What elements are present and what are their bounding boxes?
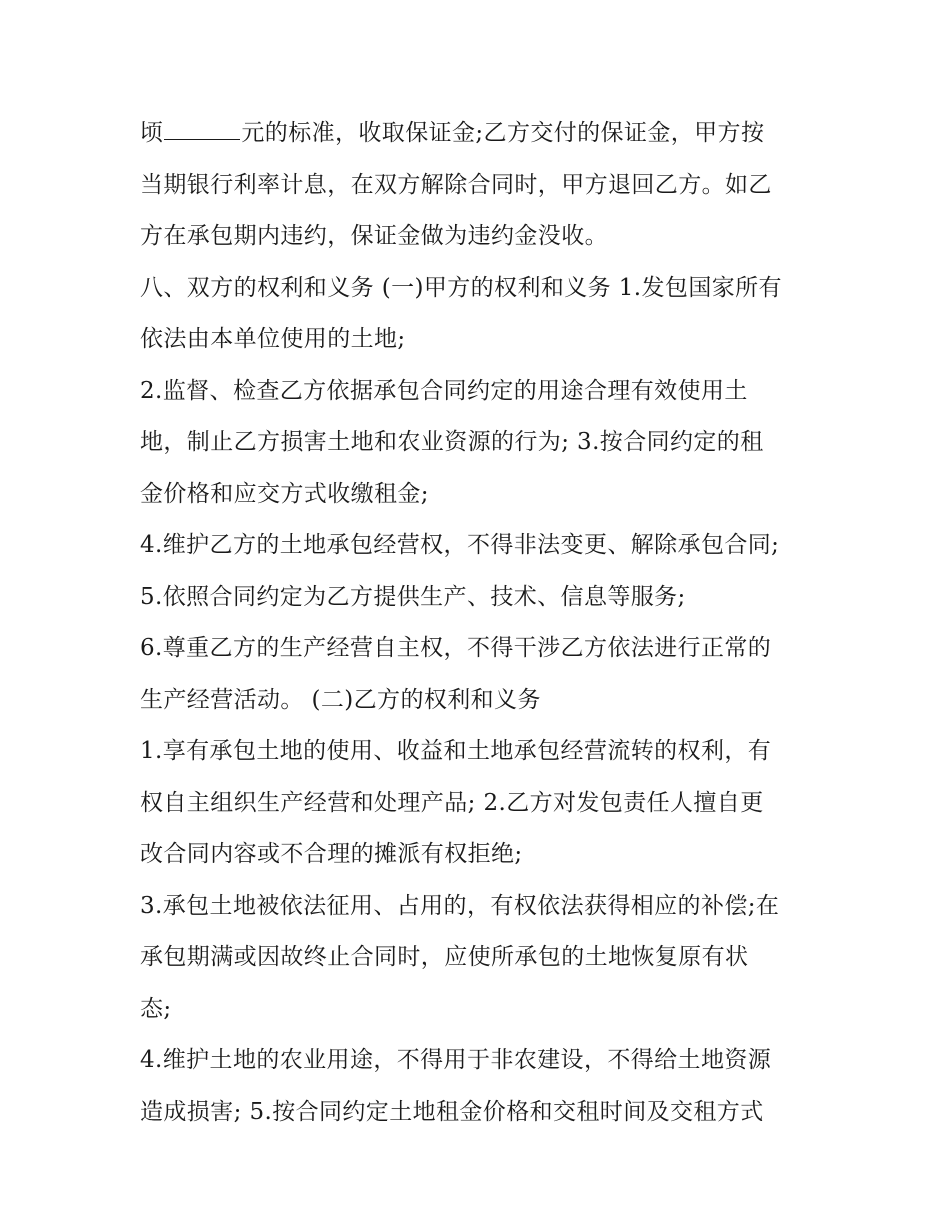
text-line-3: 方在承包期内违约，保证金做为违约金没收。 <box>140 223 608 249</box>
text-line-9: 4.维护乙方的土地承包经营权，不得非法变更、解除承包合同; <box>140 532 780 558</box>
text-before-blank: 顷 <box>140 120 164 146</box>
text-line-13: 1.享有承包土地的使用、收益和土地承包经营流转的权利，有 <box>140 738 772 764</box>
text-line-2: 当期银行利率计息，在双方解除合同时，甲方退回乙方。如乙 <box>140 171 772 198</box>
text-line-17: 承包期满或因故终止合同时，应使所承包的土地恢复原有状 <box>140 944 749 970</box>
text-line-18: 态; <box>140 995 172 1022</box>
text-line-8: 金价格和应交方式收缴租金; <box>140 480 429 507</box>
text-line-19: 4.维护土地的农业用途，不得用于非农建设，不得给土地资源 <box>140 1047 772 1073</box>
text-line-1 <box>140 108 820 160</box>
document-page <box>140 108 820 1138</box>
text-line-20: 造成损害; 5.按合同约定土地租金价格和交租时间及交租方式 <box>140 1098 764 1125</box>
fill-in-blank <box>164 119 240 140</box>
text-line-16: 3.承包土地被依法征用、占用的，有权依法获得相应的补偿;在 <box>140 892 780 919</box>
text-line-12: 生产经营活动。 (二)乙方的权利和义务 <box>140 686 541 713</box>
text-line-4: 八、双方的权利和义务 (一)甲方的权利和义务 1.发包国家所有 <box>140 274 782 301</box>
text-line-15: 改合同内容或不合理的摊派有权拒绝; <box>140 841 523 867</box>
text-line-7: 地，制止乙方损害土地和农业资源的行为; 3.按合同约定的租 <box>140 429 764 455</box>
text-line-14: 权自主组织生产经营和处理产品; 2.乙方对发包责任人擅自更 <box>140 789 764 816</box>
text-line-5: 依法由本单位使用的土地; <box>140 326 406 352</box>
text-line-6: 2.监督、检查乙方依据承包合同约定的用途合理有效使用土 <box>140 377 748 404</box>
text-line-11: 6.尊重乙方的生产经营自主权，不得干涉乙方依法进行正常的 <box>140 635 772 661</box>
text-line-10: 5.依照合同约定为乙方提供生产、技术、信息等服务; <box>140 583 686 610</box>
text-after-blank: 元的标准，收取保证金;乙方交付的保证金，甲方按 <box>241 120 765 146</box>
